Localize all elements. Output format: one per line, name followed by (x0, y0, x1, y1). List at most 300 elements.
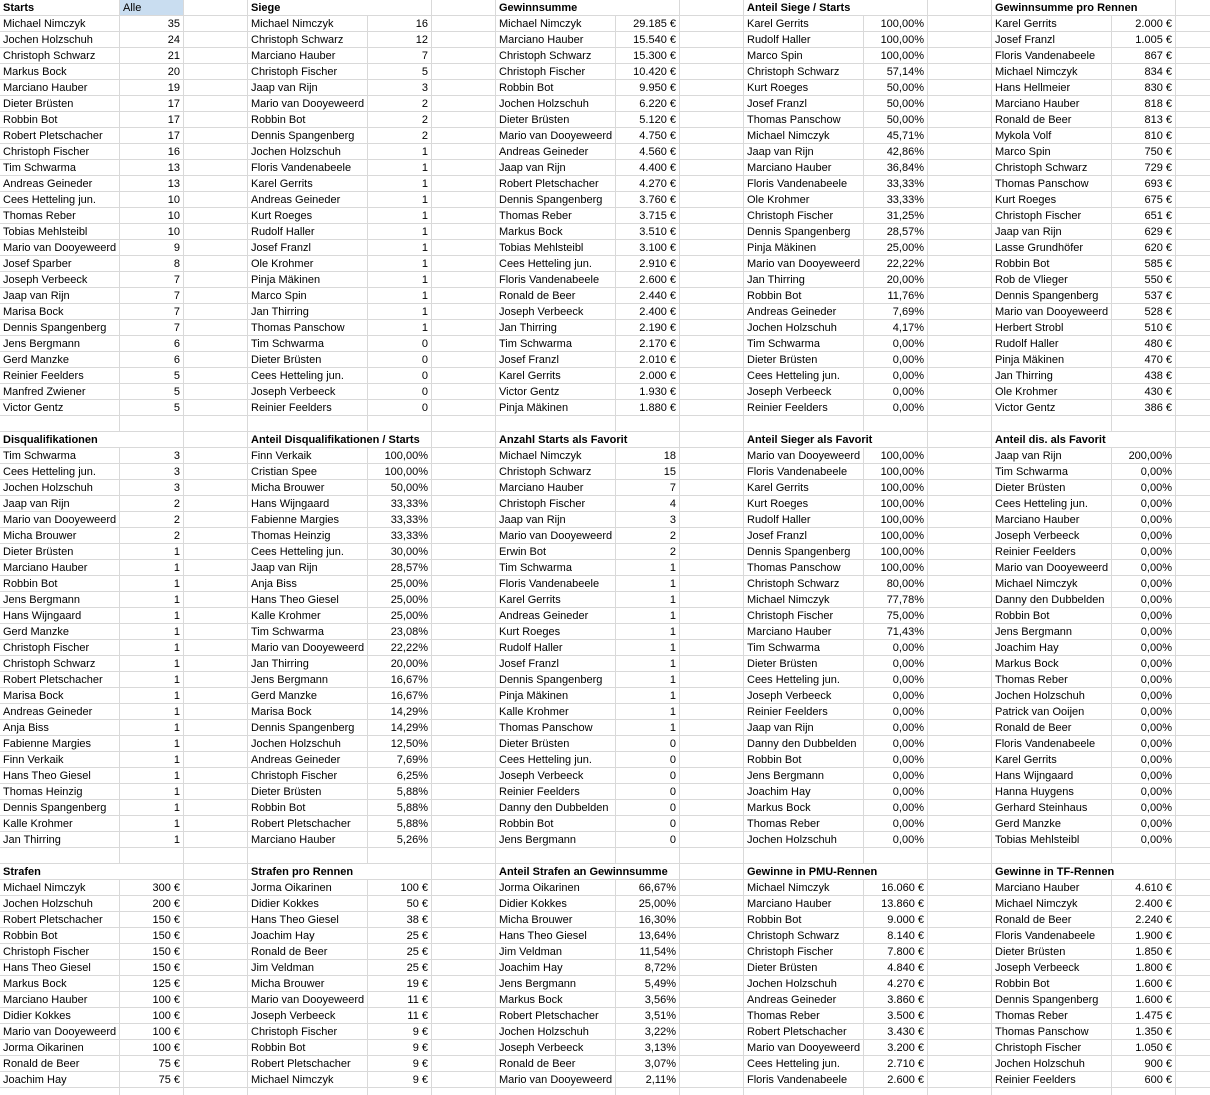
grid-cell[interactable] (432, 224, 496, 240)
name-cell[interactable]: Michael Nimczyk (248, 16, 368, 32)
grid-cell[interactable] (184, 624, 248, 640)
grid-cell[interactable] (680, 608, 744, 624)
value-cell[interactable]: 12,50% (368, 736, 432, 752)
grid-cell[interactable] (432, 432, 496, 448)
value-cell[interactable]: 3.860 € (864, 992, 928, 1008)
grid-cell[interactable] (928, 240, 992, 256)
name-cell[interactable]: Joseph Verbeeck (992, 528, 1112, 544)
value-cell[interactable]: 0,00% (1112, 720, 1176, 736)
value-cell[interactable]: 1 (616, 672, 680, 688)
name-cell[interactable]: Andreas Geineder (744, 992, 864, 1008)
name-cell[interactable]: Dennis Spangenberg (496, 192, 616, 208)
value-cell[interactable]: 1 (368, 160, 432, 176)
value-cell[interactable]: 2,11% (616, 1072, 680, 1088)
grid-cell[interactable] (432, 656, 496, 672)
name-cell[interactable]: Dieter Brüsten (496, 736, 616, 752)
value-cell[interactable]: 19 (120, 80, 184, 96)
grid-cell[interactable] (1176, 512, 1210, 528)
grid-cell[interactable] (184, 688, 248, 704)
value-cell[interactable]: 867 € (1112, 48, 1176, 64)
name-cell[interactable]: Mario van Dooyeweerd (992, 304, 1112, 320)
grid-cell[interactable] (680, 784, 744, 800)
grid-cell[interactable] (184, 1056, 248, 1072)
value-cell[interactable]: 7 (616, 480, 680, 496)
grid-cell[interactable] (928, 1072, 992, 1088)
grid-cell[interactable] (184, 976, 248, 992)
grid-cell[interactable] (248, 1088, 368, 1095)
name-cell[interactable]: Finn Verkaik (0, 752, 120, 768)
grid-cell[interactable] (496, 416, 616, 432)
value-cell[interactable]: 17 (120, 128, 184, 144)
name-cell[interactable]: Joseph Verbeeck (744, 384, 864, 400)
value-cell[interactable]: 100,00% (864, 560, 928, 576)
name-cell[interactable]: Dieter Brüsten (0, 96, 120, 112)
name-cell[interactable]: Gerhard Steinhaus (992, 800, 1112, 816)
name-cell[interactable]: Dieter Brüsten (744, 656, 864, 672)
name-cell[interactable]: Karel Gerrits (744, 480, 864, 496)
grid-cell[interactable] (680, 704, 744, 720)
name-cell[interactable]: Andreas Geineder (744, 304, 864, 320)
name-cell[interactable]: Hans Theo Giesel (248, 592, 368, 608)
name-cell[interactable]: Didier Kokkes (248, 896, 368, 912)
grid-cell[interactable] (432, 352, 496, 368)
value-cell[interactable]: 9 € (368, 1040, 432, 1056)
grid-cell[interactable] (928, 544, 992, 560)
grid-cell[interactable] (680, 944, 744, 960)
name-cell[interactable]: Ronald de Beer (496, 288, 616, 304)
name-cell[interactable]: Marciano Hauber (992, 512, 1112, 528)
name-cell[interactable]: Rob de Vlieger (992, 272, 1112, 288)
grid-cell[interactable] (680, 416, 744, 432)
grid-cell[interactable] (1176, 960, 1210, 976)
value-cell[interactable]: 5,88% (368, 816, 432, 832)
value-cell[interactable]: 0,00% (1112, 704, 1176, 720)
name-cell[interactable]: Ronald de Beer (248, 944, 368, 960)
name-cell[interactable]: Joachim Hay (496, 960, 616, 976)
name-cell[interactable]: Jaap van Rijn (248, 560, 368, 576)
grid-cell[interactable] (680, 304, 744, 320)
grid-cell[interactable] (432, 896, 496, 912)
grid-cell[interactable] (184, 144, 248, 160)
grid-cell[interactable] (928, 704, 992, 720)
name-cell[interactable]: Mario van Dooyeweerd (496, 528, 616, 544)
value-cell[interactable]: 0,00% (864, 768, 928, 784)
value-cell[interactable]: 2.910 € (616, 256, 680, 272)
value-cell[interactable]: 0,00% (864, 640, 928, 656)
value-cell[interactable]: 25,00% (864, 240, 928, 256)
name-cell[interactable]: Jens Bergmann (496, 976, 616, 992)
grid-cell[interactable] (928, 304, 992, 320)
name-cell[interactable]: Danny den Dubbelden (992, 592, 1112, 608)
name-cell[interactable]: Victor Gentz (496, 384, 616, 400)
value-cell[interactable]: 3.200 € (864, 1040, 928, 1056)
grid-cell[interactable] (928, 752, 992, 768)
grid-cell[interactable] (680, 560, 744, 576)
value-cell[interactable]: 0,00% (1112, 624, 1176, 640)
grid-cell[interactable] (184, 224, 248, 240)
value-cell[interactable]: 1.900 € (1112, 928, 1176, 944)
name-cell[interactable]: Dennis Spangenberg (496, 672, 616, 688)
name-cell[interactable]: Christoph Schwarz (496, 464, 616, 480)
value-cell[interactable]: 0,00% (1112, 736, 1176, 752)
value-cell[interactable]: 4.840 € (864, 960, 928, 976)
grid-cell[interactable] (184, 832, 248, 848)
name-cell[interactable]: Rudolf Haller (248, 224, 368, 240)
value-cell[interactable]: 813 € (1112, 112, 1176, 128)
grid-cell[interactable] (928, 976, 992, 992)
grid-cell[interactable] (0, 848, 120, 864)
value-cell[interactable]: 0,00% (864, 336, 928, 352)
name-cell[interactable]: Robert Pletschacher (744, 1024, 864, 1040)
value-cell[interactable]: 1 (120, 784, 184, 800)
value-cell[interactable]: 9 € (368, 1024, 432, 1040)
grid-cell[interactable] (928, 576, 992, 592)
name-cell[interactable]: Tim Schwarma (248, 336, 368, 352)
name-cell[interactable]: Gerd Manzke (0, 352, 120, 368)
name-cell[interactable]: Marciano Hauber (248, 832, 368, 848)
grid-cell[interactable] (1176, 0, 1210, 16)
grid-cell[interactable] (928, 64, 992, 80)
grid-cell[interactable] (184, 1040, 248, 1056)
value-cell[interactable]: 2.010 € (616, 352, 680, 368)
value-cell[interactable]: 1 (368, 192, 432, 208)
grid-cell[interactable] (432, 416, 496, 432)
name-cell[interactable]: Michael Nimczyk (496, 16, 616, 32)
grid-cell[interactable] (680, 224, 744, 240)
value-cell[interactable]: 6 (120, 352, 184, 368)
name-cell[interactable]: Jorma Oikarinen (496, 880, 616, 896)
value-cell[interactable]: 50,00% (864, 96, 928, 112)
grid-cell[interactable] (1176, 624, 1210, 640)
grid-cell[interactable] (184, 704, 248, 720)
grid-cell[interactable] (928, 672, 992, 688)
grid-cell[interactable] (680, 864, 744, 880)
grid-cell[interactable] (1176, 848, 1210, 864)
value-cell[interactable]: 16,30% (616, 912, 680, 928)
grid-cell[interactable] (1112, 416, 1176, 432)
grid-cell[interactable] (1176, 1008, 1210, 1024)
grid-cell[interactable] (928, 848, 992, 864)
grid-cell[interactable] (928, 896, 992, 912)
value-cell[interactable]: 100,00% (368, 464, 432, 480)
value-cell[interactable]: 1 (616, 624, 680, 640)
grid-cell[interactable] (184, 416, 248, 432)
grid-cell[interactable] (680, 352, 744, 368)
grid-cell[interactable] (1176, 368, 1210, 384)
grid-cell[interactable] (184, 720, 248, 736)
name-cell[interactable]: Hanna Huygens (992, 784, 1112, 800)
value-cell[interactable]: 24 (120, 32, 184, 48)
value-cell[interactable]: 1 (368, 272, 432, 288)
name-cell[interactable]: Cees Hetteling jun. (248, 544, 368, 560)
name-cell[interactable]: Jens Bergmann (992, 624, 1112, 640)
grid-cell[interactable] (1176, 880, 1210, 896)
grid-cell[interactable] (680, 928, 744, 944)
value-cell[interactable]: 0,00% (864, 400, 928, 416)
grid-cell[interactable] (680, 16, 744, 32)
grid-cell[interactable] (1176, 672, 1210, 688)
grid-cell[interactable] (680, 656, 744, 672)
grid-cell[interactable] (928, 656, 992, 672)
grid-cell[interactable] (432, 1040, 496, 1056)
name-cell[interactable]: Cees Hetteling jun. (744, 1056, 864, 1072)
value-cell[interactable]: 1.880 € (616, 400, 680, 416)
grid-cell[interactable] (1176, 336, 1210, 352)
grid-cell[interactable] (184, 96, 248, 112)
value-cell[interactable]: 22,22% (864, 256, 928, 272)
value-cell[interactable]: 75 € (120, 1056, 184, 1072)
value-cell[interactable]: 57,14% (864, 64, 928, 80)
value-cell[interactable]: 810 € (1112, 128, 1176, 144)
value-cell[interactable]: 3,56% (616, 992, 680, 1008)
grid-cell[interactable] (432, 16, 496, 32)
value-cell[interactable]: 600 € (1112, 1072, 1176, 1088)
value-cell[interactable]: 17 (120, 112, 184, 128)
value-cell[interactable]: 3 (120, 464, 184, 480)
name-cell[interactable]: Robbin Bot (0, 928, 120, 944)
name-cell[interactable]: Dieter Brüsten (248, 784, 368, 800)
value-cell[interactable]: 3 (368, 80, 432, 96)
grid-cell[interactable] (1176, 224, 1210, 240)
name-cell[interactable]: Thomas Reber (744, 1008, 864, 1024)
grid-cell[interactable] (184, 672, 248, 688)
name-cell[interactable]: Reinier Feelders (992, 544, 1112, 560)
grid-cell[interactable] (432, 272, 496, 288)
value-cell[interactable]: 0,00% (1112, 672, 1176, 688)
value-cell[interactable]: 0,00% (864, 752, 928, 768)
value-cell[interactable]: 2.190 € (616, 320, 680, 336)
grid-cell[interactable] (1176, 528, 1210, 544)
value-cell[interactable]: 3 (120, 448, 184, 464)
name-cell[interactable]: Michael Nimczyk (496, 448, 616, 464)
value-cell[interactable]: 0,00% (864, 672, 928, 688)
name-cell[interactable]: Marciano Hauber (992, 96, 1112, 112)
value-cell[interactable]: 0 (368, 336, 432, 352)
value-cell[interactable]: 1 (120, 736, 184, 752)
grid-cell[interactable] (1176, 320, 1210, 336)
grid-cell[interactable] (928, 96, 992, 112)
value-cell[interactable]: 1 (120, 592, 184, 608)
grid-cell[interactable] (432, 704, 496, 720)
value-cell[interactable]: 1.475 € (1112, 1008, 1176, 1024)
value-cell[interactable]: 1 (616, 640, 680, 656)
name-cell[interactable]: Andreas Geineder (248, 752, 368, 768)
name-cell[interactable]: Pinja Mäkinen (496, 688, 616, 704)
grid-cell[interactable] (1176, 112, 1210, 128)
grid-cell[interactable] (1176, 704, 1210, 720)
value-cell[interactable]: 1 (120, 752, 184, 768)
name-cell[interactable]: Micha Brouwer (248, 480, 368, 496)
grid-cell[interactable] (928, 560, 992, 576)
name-cell[interactable]: Tim Schwarma (0, 448, 120, 464)
grid-cell[interactable] (928, 992, 992, 1008)
name-cell[interactable]: Pinja Mäkinen (744, 240, 864, 256)
grid-cell[interactable] (432, 32, 496, 48)
grid-cell[interactable] (184, 528, 248, 544)
value-cell[interactable]: 75 € (120, 1072, 184, 1088)
value-cell[interactable]: 50,00% (864, 80, 928, 96)
grid-cell[interactable] (184, 896, 248, 912)
grid-cell[interactable] (680, 592, 744, 608)
grid-cell[interactable] (864, 416, 928, 432)
name-cell[interactable]: Cees Hetteling jun. (248, 368, 368, 384)
name-cell[interactable]: Robbin Bot (992, 976, 1112, 992)
value-cell[interactable]: 15.540 € (616, 32, 680, 48)
grid-cell[interactable] (432, 64, 496, 80)
value-cell[interactable]: 585 € (1112, 256, 1176, 272)
name-cell[interactable]: Micha Brouwer (248, 976, 368, 992)
grid-cell[interactable] (432, 624, 496, 640)
value-cell[interactable]: 5 (120, 400, 184, 416)
value-cell[interactable]: 0,00% (1112, 464, 1176, 480)
value-cell[interactable]: 0,00% (864, 384, 928, 400)
grid-cell[interactable] (1176, 640, 1210, 656)
name-cell[interactable]: Christoph Fischer (992, 208, 1112, 224)
value-cell[interactable]: 300 € (120, 880, 184, 896)
value-cell[interactable]: 1 (368, 208, 432, 224)
name-cell[interactable]: Reinier Feelders (744, 704, 864, 720)
grid-cell[interactable] (432, 176, 496, 192)
grid-cell[interactable] (432, 576, 496, 592)
grid-cell[interactable] (680, 32, 744, 48)
name-cell[interactable]: Rudolf Haller (744, 32, 864, 48)
value-cell[interactable]: 2.000 € (616, 368, 680, 384)
value-cell[interactable]: 2.400 € (616, 304, 680, 320)
grid-cell[interactable] (680, 0, 744, 16)
value-cell[interactable]: 0,00% (1112, 752, 1176, 768)
grid-cell[interactable] (928, 208, 992, 224)
name-cell[interactable]: Dieter Brüsten (248, 352, 368, 368)
name-cell[interactable]: Christoph Fischer (0, 944, 120, 960)
value-cell[interactable]: 620 € (1112, 240, 1176, 256)
value-cell[interactable]: 0,00% (864, 688, 928, 704)
value-cell[interactable]: 100 € (120, 992, 184, 1008)
name-cell[interactable]: Reinier Feelders (992, 1072, 1112, 1088)
name-cell[interactable]: Jochen Holzschuh (0, 896, 120, 912)
value-cell[interactable]: 2.710 € (864, 1056, 928, 1072)
value-cell[interactable]: 25,00% (368, 608, 432, 624)
name-cell[interactable]: Mario van Dooyeweerd (0, 240, 120, 256)
name-cell[interactable]: Jaap van Rijn (744, 720, 864, 736)
value-cell[interactable]: 33,33% (368, 512, 432, 528)
grid-cell[interactable] (432, 128, 496, 144)
grid-cell[interactable] (680, 720, 744, 736)
value-cell[interactable]: 15 (616, 464, 680, 480)
value-cell[interactable]: 0 (368, 368, 432, 384)
grid-cell[interactable] (928, 688, 992, 704)
grid-cell[interactable] (928, 1056, 992, 1072)
grid-cell[interactable] (1176, 384, 1210, 400)
name-cell[interactable]: Robbin Bot (992, 608, 1112, 624)
value-cell[interactable]: 150 € (120, 944, 184, 960)
value-cell[interactable]: 100,00% (864, 16, 928, 32)
name-cell[interactable]: Michael Nimczyk (248, 1072, 368, 1088)
value-cell[interactable]: 200 € (120, 896, 184, 912)
value-cell[interactable]: 3.430 € (864, 1024, 928, 1040)
value-cell[interactable]: 150 € (120, 912, 184, 928)
value-cell[interactable]: 1 (120, 768, 184, 784)
value-cell[interactable]: 528 € (1112, 304, 1176, 320)
name-cell[interactable]: Cees Hetteling jun. (496, 752, 616, 768)
value-cell[interactable]: 100,00% (864, 528, 928, 544)
value-cell[interactable]: 629 € (1112, 224, 1176, 240)
value-cell[interactable]: 0,00% (1112, 560, 1176, 576)
value-cell[interactable]: 1.600 € (1112, 976, 1176, 992)
value-cell[interactable]: 5,88% (368, 800, 432, 816)
value-cell[interactable]: 38 € (368, 912, 432, 928)
grid-cell[interactable] (928, 144, 992, 160)
value-cell[interactable]: 31,25% (864, 208, 928, 224)
grid-cell[interactable] (184, 288, 248, 304)
value-cell[interactable]: 900 € (1112, 1056, 1176, 1072)
value-cell[interactable]: 20,00% (368, 656, 432, 672)
name-cell[interactable]: Marisa Bock (0, 304, 120, 320)
grid-cell[interactable] (680, 624, 744, 640)
grid-cell[interactable] (0, 1088, 120, 1095)
value-cell[interactable]: 36,84% (864, 160, 928, 176)
value-cell[interactable]: 2.400 € (1112, 896, 1176, 912)
name-cell[interactable]: Victor Gentz (992, 400, 1112, 416)
grid-cell[interactable] (928, 128, 992, 144)
grid-cell[interactable] (928, 368, 992, 384)
name-cell[interactable]: Robbin Bot (744, 752, 864, 768)
value-cell[interactable]: 33,33% (864, 176, 928, 192)
name-cell[interactable]: Joachim Hay (744, 784, 864, 800)
name-cell[interactable]: Robbin Bot (248, 112, 368, 128)
value-cell[interactable]: 9 € (368, 1072, 432, 1088)
value-cell[interactable]: 438 € (1112, 368, 1176, 384)
name-cell[interactable]: Joseph Verbeeck (248, 1008, 368, 1024)
name-cell[interactable]: Christoph Schwarz (744, 64, 864, 80)
name-cell[interactable]: Mario van Dooyeweerd (496, 128, 616, 144)
grid-cell[interactable] (680, 496, 744, 512)
name-cell[interactable]: Cristian Spee (248, 464, 368, 480)
grid-cell[interactable] (928, 608, 992, 624)
name-cell[interactable]: Mario van Dooyeweerd (248, 640, 368, 656)
grid-cell[interactable] (184, 432, 248, 448)
value-cell[interactable]: 1 (368, 240, 432, 256)
value-cell[interactable]: 25 € (368, 928, 432, 944)
name-cell[interactable]: Tim Schwarma (744, 640, 864, 656)
value-cell[interactable]: 1 (120, 688, 184, 704)
name-cell[interactable]: Kalle Krohmer (496, 704, 616, 720)
name-cell[interactable]: Jan Thirring (248, 656, 368, 672)
value-cell[interactable]: 550 € (1112, 272, 1176, 288)
name-cell[interactable]: Floris Vandenabeele (992, 736, 1112, 752)
grid-cell[interactable] (184, 576, 248, 592)
value-cell[interactable]: 3.500 € (864, 1008, 928, 1024)
grid-cell[interactable] (432, 160, 496, 176)
name-cell[interactable]: Joachim Hay (0, 1072, 120, 1088)
name-cell[interactable]: Reinier Feelders (496, 784, 616, 800)
grid-cell[interactable] (680, 464, 744, 480)
name-cell[interactable]: Mario van Dooyeweerd (744, 448, 864, 464)
value-cell[interactable]: 0 (616, 832, 680, 848)
name-cell[interactable]: Mario van Dooyeweerd (744, 256, 864, 272)
name-cell[interactable]: Josef Franzl (248, 240, 368, 256)
value-cell[interactable]: 3,13% (616, 1040, 680, 1056)
name-cell[interactable]: Jochen Holzschuh (744, 320, 864, 336)
grid-cell[interactable] (0, 416, 120, 432)
value-cell[interactable]: 0 (616, 784, 680, 800)
name-cell[interactable]: Jochen Holzschuh (496, 1024, 616, 1040)
grid-cell[interactable] (1176, 992, 1210, 1008)
value-cell[interactable]: 1 (616, 656, 680, 672)
value-cell[interactable]: 0,00% (1112, 576, 1176, 592)
name-cell[interactable]: Michael Nimczyk (992, 896, 1112, 912)
grid-cell[interactable] (184, 944, 248, 960)
name-cell[interactable]: Christoph Schwarz (744, 576, 864, 592)
